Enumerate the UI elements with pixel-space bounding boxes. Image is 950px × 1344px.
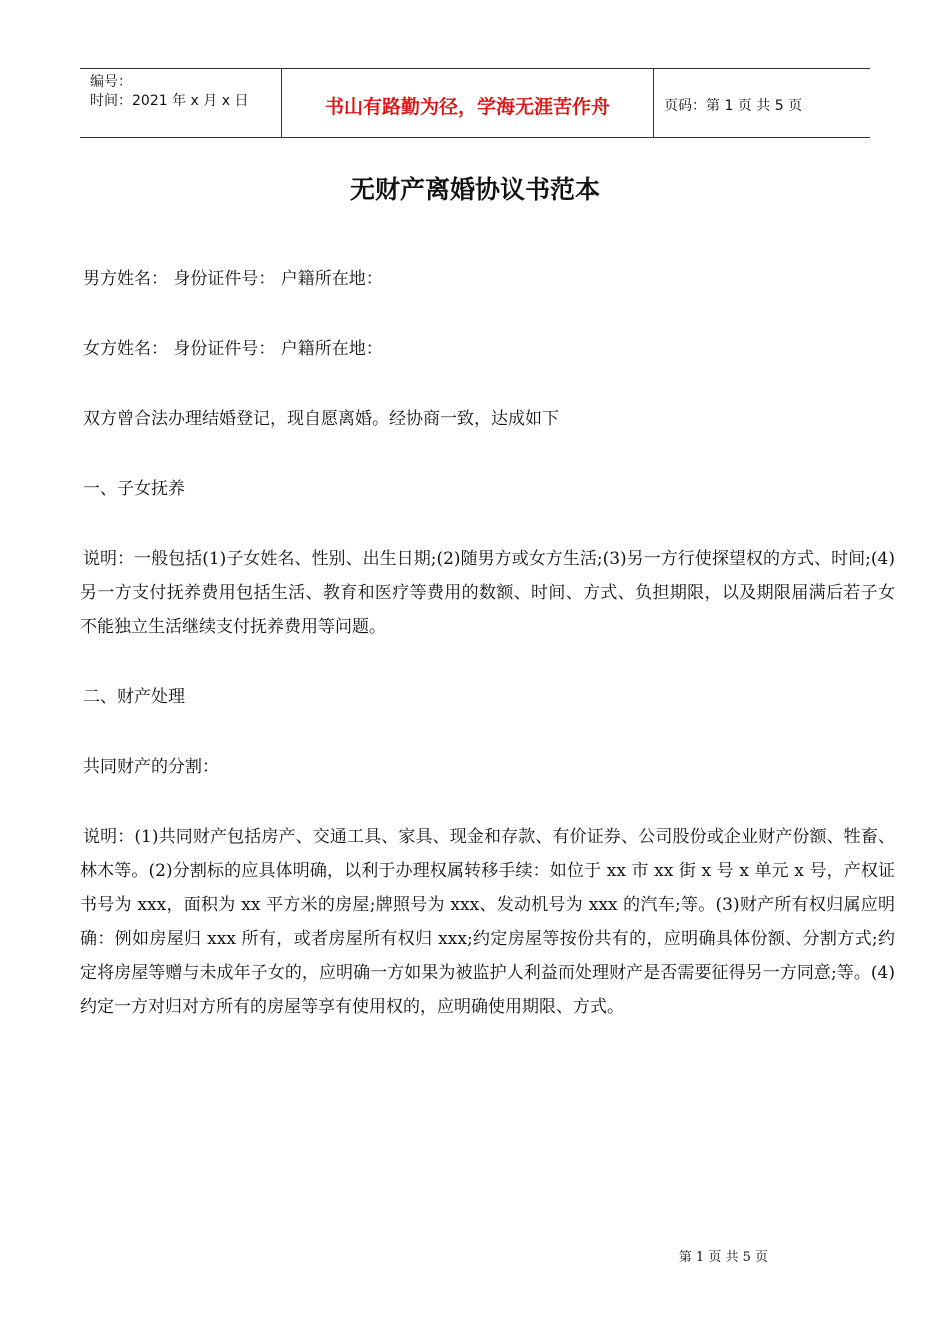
header-meta	[80, 69, 281, 137]
document-title: 无财产离婚协议书范本	[349, 175, 600, 204]
page-footer: 第 1 页 共 5 页	[678, 1250, 768, 1265]
section-heading-children: 一、子女抚养	[83, 479, 185, 499]
document-body	[80, 262, 895, 1060]
document-header	[80, 68, 870, 138]
header-motto: 书山有路勤为径，学海无涯苦作舟	[281, 69, 654, 137]
section-heading-property: 二、财产处理	[83, 687, 185, 707]
property-explanation: 说明：(1)共同财产包括房产、交通工具、家具、现金和存款、有价证券、公司股份或企业财产份额、牲畜、林木等。(2)分割标的应具体明确，以利于办理权属转移手续：如位于 xx 市 xx 街 x 号 x 单元 x 号，产权证书号为 xxx，面积为 xx 平方米的房屋;牌照号为 xxx、发动机号为 xxx 的汽车;等。(3)财产所有权归属应明确：例如房屋归 xxx 所有，或者房屋所有权归 xxx;约定房屋等按份共有的，应明确具体份额、分割方式;约定将房屋等赠与未成年子女的，应明确一方如果为被监护人利益而处理财产是否需要征得另一方同意;等。(4)约定一方对归对方所有的房屋等享有使用权的，应明确使用期限、方式。	[80, 827, 895, 1017]
time-label: 时间：2021 年 x 月 x 日	[90, 93, 249, 109]
male-info-line: 男方姓名： 身份证件号： 户籍所在地：	[83, 269, 383, 289]
property-division-label: 共同财产的分割：	[83, 757, 219, 777]
header-page-info: 页码：第 1 页 共 5 页	[664, 98, 803, 114]
children-explanation: 说明：一般包括(1)子女姓名、性别、出生日期;(2)随男方或女方生活;(3)另一方行使探望权的方式、时间;(4)另一方支付抚养费用包括生活、教育和医疗等费用的数额、时间、方式、负担期限，以及期限届满后若子女不能独立生活继续支付抚养费用等问题。	[80, 549, 895, 637]
female-info-line: 女方姓名： 身份证件号： 户籍所在地：	[83, 339, 383, 359]
code-label: 编号：	[90, 74, 132, 90]
agreement-intro: 双方曾合法办理结婚登记，现自愿离婚。经协商一致，达成如下	[83, 409, 559, 429]
